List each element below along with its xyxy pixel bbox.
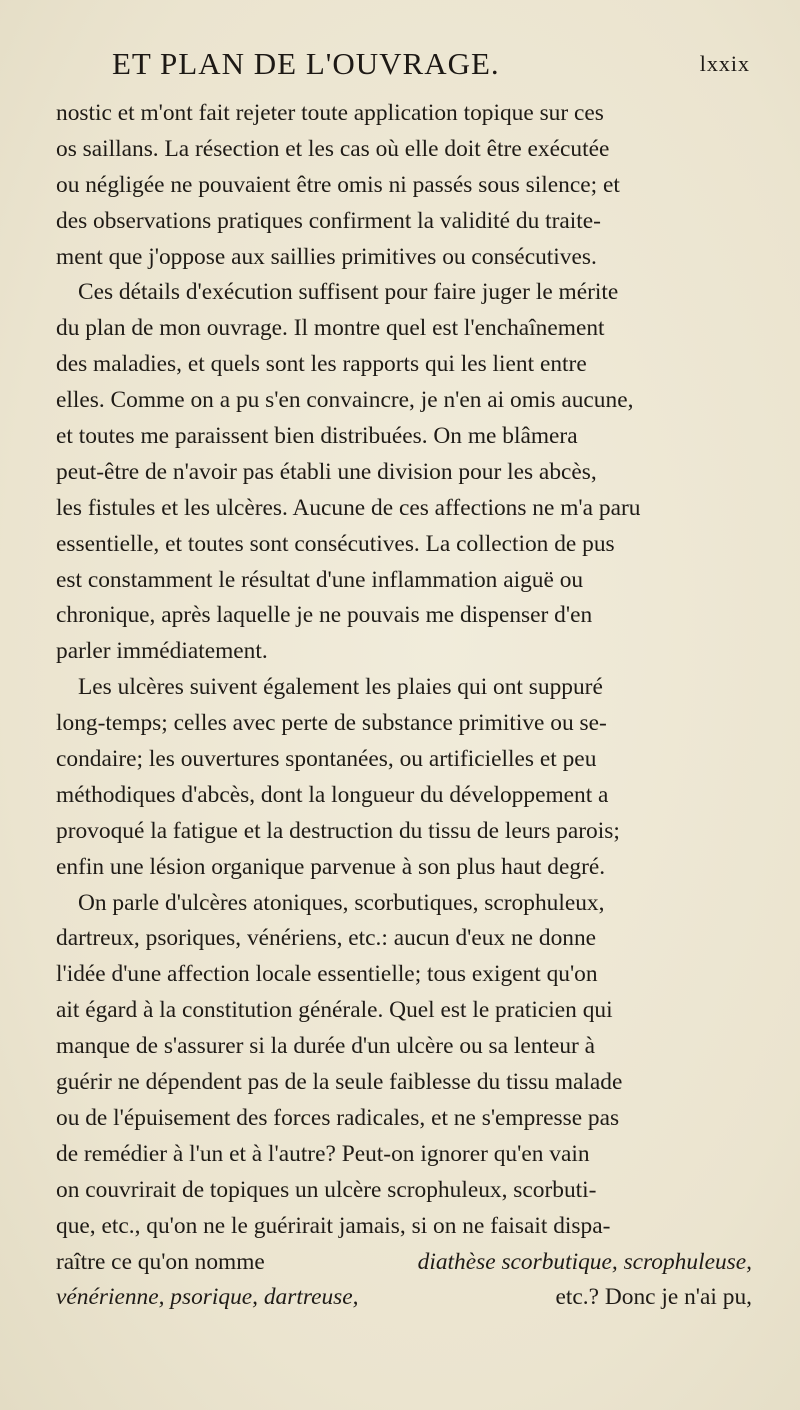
page-header (56, 38, 752, 81)
text-line: vénérienne, psorique, dartreuse, etc.? Donc je n'ai pu, (56, 1284, 752, 1311)
text-line: os saillans. La résection et les cas où elle doit être exécutée (56, 135, 610, 162)
text-line: et toutes me paraissent bien distribuées. On me blâmera (56, 423, 578, 450)
text-line: méthodiques d'abcès, dont la longueur du développement a (56, 781, 609, 808)
text-line: du plan de mon ouvrage. Il montre quel est l'enchaînement (56, 315, 605, 342)
paragraph-start: Les ulcères suivent également les plaies qui ont suppuré (78, 674, 603, 701)
text-line: elles. Comme on a pu s'en convaincre, je n'en ai omis aucune, (56, 387, 634, 414)
running-head: ET PLAN DE L'OUVRAGE. (112, 46, 500, 81)
italic-term: vénérienne, psorique, dartreuse, (56, 1284, 359, 1311)
text-line: raître ce qu'on nomme diathèse scorbutique, scrophuleuse, (56, 1248, 752, 1275)
paragraph-start: Ces détails d'exécution suffisent pour faire juger le mérite (78, 279, 619, 306)
text-line: dartreux, psoriques, vénériens, etc.: aucun d'eux ne donne (56, 925, 597, 952)
italic-term: diathèse scorbutique, scrophuleuse, (417, 1248, 752, 1275)
text-line: ou de l'épuisement des forces radicales, et ne s'empresse pas (56, 1104, 620, 1131)
text-line: essentielle, et toutes sont consécutives. La collection de pus (56, 530, 615, 557)
text-line: parler immédiatement. (56, 638, 268, 665)
text-line: on couvrirait de topiques un ulcère scrophuleux, scorbuti- (56, 1176, 597, 1203)
text-line: nostic et m'ont fait rejeter toute application topique sur ces (56, 100, 604, 126)
text-line: des maladies, et quels sont les rapports qui les lient entre (56, 351, 587, 378)
text-line: des observations pratiques confirment la validité du traite- (56, 207, 601, 234)
text-line: long-temps; celles avec perte de substance primitive ou se- (56, 710, 607, 737)
text-line: que, etc., qu'on ne le guérirait jamais, si on ne faisait dispa- (56, 1212, 611, 1239)
text-line: guérir ne dépendent pas de la seule faiblesse du tissu malade (56, 1069, 623, 1096)
body-text (56, 96, 752, 1316)
text-line: les fistules et les ulcères. Aucune de ces affections ne m'a paru (56, 494, 641, 521)
page-number: lxxix (699, 51, 750, 76)
text-line: l'idée d'une affection locale essentielle; tous exigent qu'on (56, 961, 598, 988)
text-line: de remédier à l'un et à l'autre? Peut-on ignorer qu'en vain (56, 1140, 590, 1167)
text-line: condaire; les ouvertures spontanées, ou artificielles et peu (56, 746, 597, 773)
text-line: ait égard à la constitution générale. Quel est le praticien qui (56, 997, 613, 1024)
text-line: manque de s'assurer si la durée d'un ulcère ou sa lenteur à (56, 1033, 596, 1060)
text-line: provoqué la fatigue et la destruction du tissu de leurs parois; (56, 817, 620, 844)
text-line: est constamment le résultat d'une inflammation aiguë ou (56, 566, 584, 593)
paragraph-start: On parle d'ulcères atoniques, scorbutiques, scrophuleux, (78, 889, 605, 916)
text-line: ment que j'oppose aux saillies primitives ou consécutives. (56, 243, 597, 270)
text-line: peut-être de n'avoir pas établi une division pour les abcès, (56, 458, 597, 485)
text-line: ou négligée ne pouvaient être omis ni passés sous silence; et (56, 171, 620, 198)
text-line: enfin une lésion organique parvenue à son plus haut degré. (56, 853, 606, 880)
text-line: chronique, après laquelle je ne pouvais me dispenser d'en (56, 602, 593, 629)
